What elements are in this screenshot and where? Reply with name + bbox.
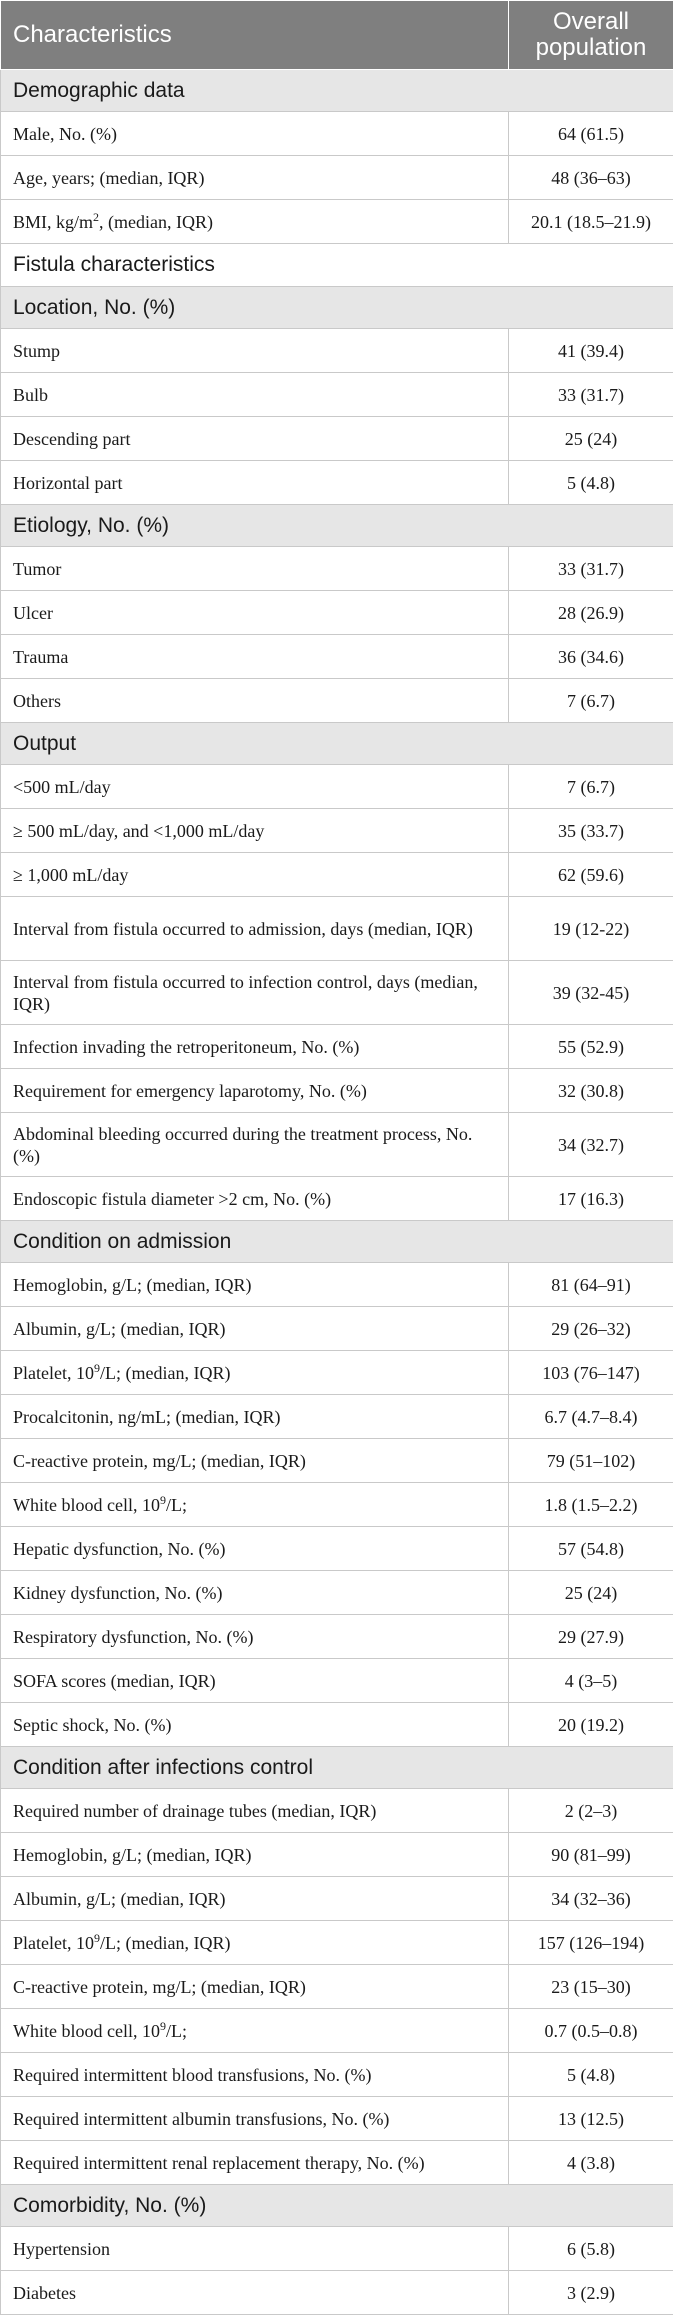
table-row [1, 1395, 673, 1439]
row-label: Infection invading the retroperitoneum, No. (%) [1, 1025, 509, 1069]
row-value: 28 (26.9) [509, 591, 673, 635]
row-label: Required intermittent albumin transfusions, No. (%) [1, 2097, 509, 2141]
table-row [1, 1615, 673, 1659]
row-label [1, 1483, 509, 1527]
table-body [1, 70, 673, 2315]
row-label: Trauma [1, 635, 509, 679]
table-row [1, 1351, 673, 1395]
row-label: Respiratory dysfunction, No. (%) [1, 1615, 509, 1659]
table-row [1, 635, 673, 679]
table-row [1, 2271, 673, 2315]
header-characteristics: Characteristics [1, 1, 509, 70]
table-row [1, 329, 673, 373]
row-value: 35 (33.7) [509, 809, 673, 853]
row-label: Ulcer [1, 591, 509, 635]
row-value: 7 (6.7) [509, 679, 673, 723]
row-label: Age, years; (median, IQR) [1, 156, 509, 200]
row-label: Horizontal part [1, 461, 509, 505]
section-title: Comorbidity, No. (%) [1, 2185, 673, 2227]
row-value: 0.7 (0.5–0.8) [509, 2009, 673, 2053]
row-value: 90 (81–99) [509, 1833, 673, 1877]
row-label-text: Platelet, 10 [13, 1932, 94, 1953]
row-value: 25 (24) [509, 417, 673, 461]
row-label [1, 1351, 509, 1395]
row-label-text: /L; (median, IQR) [99, 1362, 231, 1383]
row-label-text: BMI, kg/m [13, 211, 94, 232]
row-label: Hepatic dysfunction, No. (%) [1, 1527, 509, 1571]
row-value: 55 (52.9) [509, 1025, 673, 1069]
row-label-text: White blood cell, 10 [13, 2020, 160, 2041]
row-value: 7 (6.7) [509, 765, 673, 809]
row-label: C-reactive protein, mg/L; (median, IQR) [1, 1439, 509, 1483]
section-title: Condition after infections control [1, 1747, 673, 1789]
row-label [1, 200, 509, 244]
row-label: Descending part [1, 417, 509, 461]
row-label-text: , (median, IQR) [99, 211, 213, 232]
section-header-row [1, 505, 673, 547]
table-row [1, 1833, 673, 1877]
row-label: Required intermittent renal replacement therapy, No. (%) [1, 2141, 509, 2185]
table-row [1, 2097, 673, 2141]
section-header-row [1, 723, 673, 765]
section-title: Location, No. (%) [1, 287, 673, 329]
row-label: Albumin, g/L; (median, IQR) [1, 1877, 509, 1921]
row-label-superscript: 9 [159, 2018, 166, 2033]
table-row [1, 1789, 673, 1833]
row-value: 36 (34.6) [509, 635, 673, 679]
row-label: Interval from fistula occurred to infection control, days (median, IQR) [1, 961, 509, 1025]
table-row [1, 1113, 673, 1177]
row-value: 4 (3.8) [509, 2141, 673, 2185]
table-row [1, 961, 673, 1025]
table-row [1, 1571, 673, 1615]
table-row [1, 2227, 673, 2271]
table-row [1, 461, 673, 505]
row-value: 6.7 (4.7–8.4) [509, 1395, 673, 1439]
table-row [1, 1069, 673, 1113]
section-header-row [1, 244, 673, 287]
table-row [1, 1921, 673, 1965]
row-value: 20.1 (18.5–21.9) [509, 200, 673, 244]
row-value: 19 (12-22) [509, 897, 673, 961]
row-label-text: /L; [165, 1494, 187, 1515]
row-value: 1.8 (1.5–2.2) [509, 1483, 673, 1527]
row-label: SOFA scores (median, IQR) [1, 1659, 509, 1703]
row-value: 29 (26–32) [509, 1307, 673, 1351]
row-label: Hypertension [1, 2227, 509, 2271]
row-value: 17 (16.3) [509, 1177, 673, 1221]
row-value: 57 (54.8) [509, 1527, 673, 1571]
row-label: Diabetes [1, 2271, 509, 2315]
table-row [1, 1659, 673, 1703]
table-row [1, 2141, 673, 2185]
row-label-superscript: 9 [93, 1360, 100, 1375]
row-label-text: Platelet, 10 [13, 1362, 94, 1383]
row-value: 39 (32-45) [509, 961, 673, 1025]
table-row [1, 1307, 673, 1351]
table-row [1, 1965, 673, 2009]
row-label: Hemoglobin, g/L; (median, IQR) [1, 1833, 509, 1877]
row-label: Abdominal bleeding occurred during the treatment process, No. (%) [1, 1113, 509, 1177]
row-label: Requirement for emergency laparotomy, No. (%) [1, 1069, 509, 1113]
row-value: 34 (32–36) [509, 1877, 673, 1921]
section-header-row [1, 1747, 673, 1789]
row-value: 103 (76–147) [509, 1351, 673, 1395]
row-value: 34 (32.7) [509, 1113, 673, 1177]
table-row [1, 547, 673, 591]
row-label-text: /L; (median, IQR) [99, 1932, 231, 1953]
row-label: Kidney dysfunction, No. (%) [1, 1571, 509, 1615]
row-label: C-reactive protein, mg/L; (median, IQR) [1, 1965, 509, 2009]
row-label [1, 2009, 509, 2053]
table-row [1, 1483, 673, 1527]
row-label: Stump [1, 329, 509, 373]
row-label: Bulb [1, 373, 509, 417]
row-value: 25 (24) [509, 1571, 673, 1615]
row-value: 41 (39.4) [509, 329, 673, 373]
row-value: 5 (4.8) [509, 2053, 673, 2097]
row-value: 62 (59.6) [509, 853, 673, 897]
table-row [1, 200, 673, 244]
section-header-row [1, 1221, 673, 1263]
section-title: Output [1, 723, 673, 765]
table-row [1, 1263, 673, 1307]
table-row [1, 809, 673, 853]
section-header-row [1, 2185, 673, 2227]
table-row [1, 679, 673, 723]
table-row [1, 1527, 673, 1571]
row-value: 4 (3–5) [509, 1659, 673, 1703]
table-row [1, 156, 673, 200]
row-label: Required number of drainage tubes (median, IQR) [1, 1789, 509, 1833]
row-value: 2 (2–3) [509, 1789, 673, 1833]
row-label: ≥ 500 mL/day, and <1,000 mL/day [1, 809, 509, 853]
row-value: 3 (2.9) [509, 2271, 673, 2315]
row-label: Required intermittent blood transfusions, No. (%) [1, 2053, 509, 2097]
table-row [1, 765, 673, 809]
section-title: Etiology, No. (%) [1, 505, 673, 547]
row-value: 79 (51–102) [509, 1439, 673, 1483]
row-label: Tumor [1, 547, 509, 591]
table-row [1, 853, 673, 897]
row-value: 64 (61.5) [509, 112, 673, 156]
row-value: 6 (5.8) [509, 2227, 673, 2271]
row-label: ≥ 1,000 mL/day [1, 853, 509, 897]
row-label [1, 1921, 509, 1965]
row-label-superscript: 9 [93, 1930, 100, 1945]
table-row [1, 1177, 673, 1221]
row-value: 20 (19.2) [509, 1703, 673, 1747]
section-title: Condition on admission [1, 1221, 673, 1263]
table-row [1, 373, 673, 417]
table-row [1, 1439, 673, 1483]
row-label: Others [1, 679, 509, 723]
section-header-row [1, 70, 673, 112]
row-label: Hemoglobin, g/L; (median, IQR) [1, 1263, 509, 1307]
row-label: Albumin, g/L; (median, IQR) [1, 1307, 509, 1351]
row-label-superscript: 9 [159, 1492, 166, 1507]
row-label: Male, No. (%) [1, 112, 509, 156]
table-row [1, 2053, 673, 2097]
row-value: 5 (4.8) [509, 461, 673, 505]
table-row [1, 591, 673, 635]
section-title: Demographic data [1, 70, 673, 112]
row-label: Endoscopic fistula diameter >2 cm, No. (%) [1, 1177, 509, 1221]
table-row [1, 897, 673, 961]
row-value: 48 (36–63) [509, 156, 673, 200]
table-row [1, 2009, 673, 2053]
row-label-text: White blood cell, 10 [13, 1494, 160, 1515]
table-header-row [1, 1, 673, 70]
row-value: 33 (31.7) [509, 547, 673, 591]
row-value: 23 (15–30) [509, 1965, 673, 2009]
table-row [1, 1877, 673, 1921]
table-row [1, 417, 673, 461]
row-label-text: /L; [165, 2020, 187, 2041]
row-value: 13 (12.5) [509, 2097, 673, 2141]
row-label: <500 mL/day [1, 765, 509, 809]
row-value: 157 (126–194) [509, 1921, 673, 1965]
table-row [1, 1025, 673, 1069]
section-title: Fistula characteristics [1, 244, 673, 287]
row-value: 32 (30.8) [509, 1069, 673, 1113]
header-overall-population: Overall population [509, 1, 673, 70]
row-value: 81 (64–91) [509, 1263, 673, 1307]
table-row [1, 112, 673, 156]
row-value: 33 (31.7) [509, 373, 673, 417]
row-label: Interval from fistula occurred to admission, days (median, IQR) [1, 897, 509, 961]
row-value: 29 (27.9) [509, 1615, 673, 1659]
row-label: Procalcitonin, ng/mL; (median, IQR) [1, 1395, 509, 1439]
section-header-row [1, 287, 673, 329]
table-row [1, 1703, 673, 1747]
row-label: Septic shock, No. (%) [1, 1703, 509, 1747]
row-label-superscript: 2 [93, 209, 100, 224]
